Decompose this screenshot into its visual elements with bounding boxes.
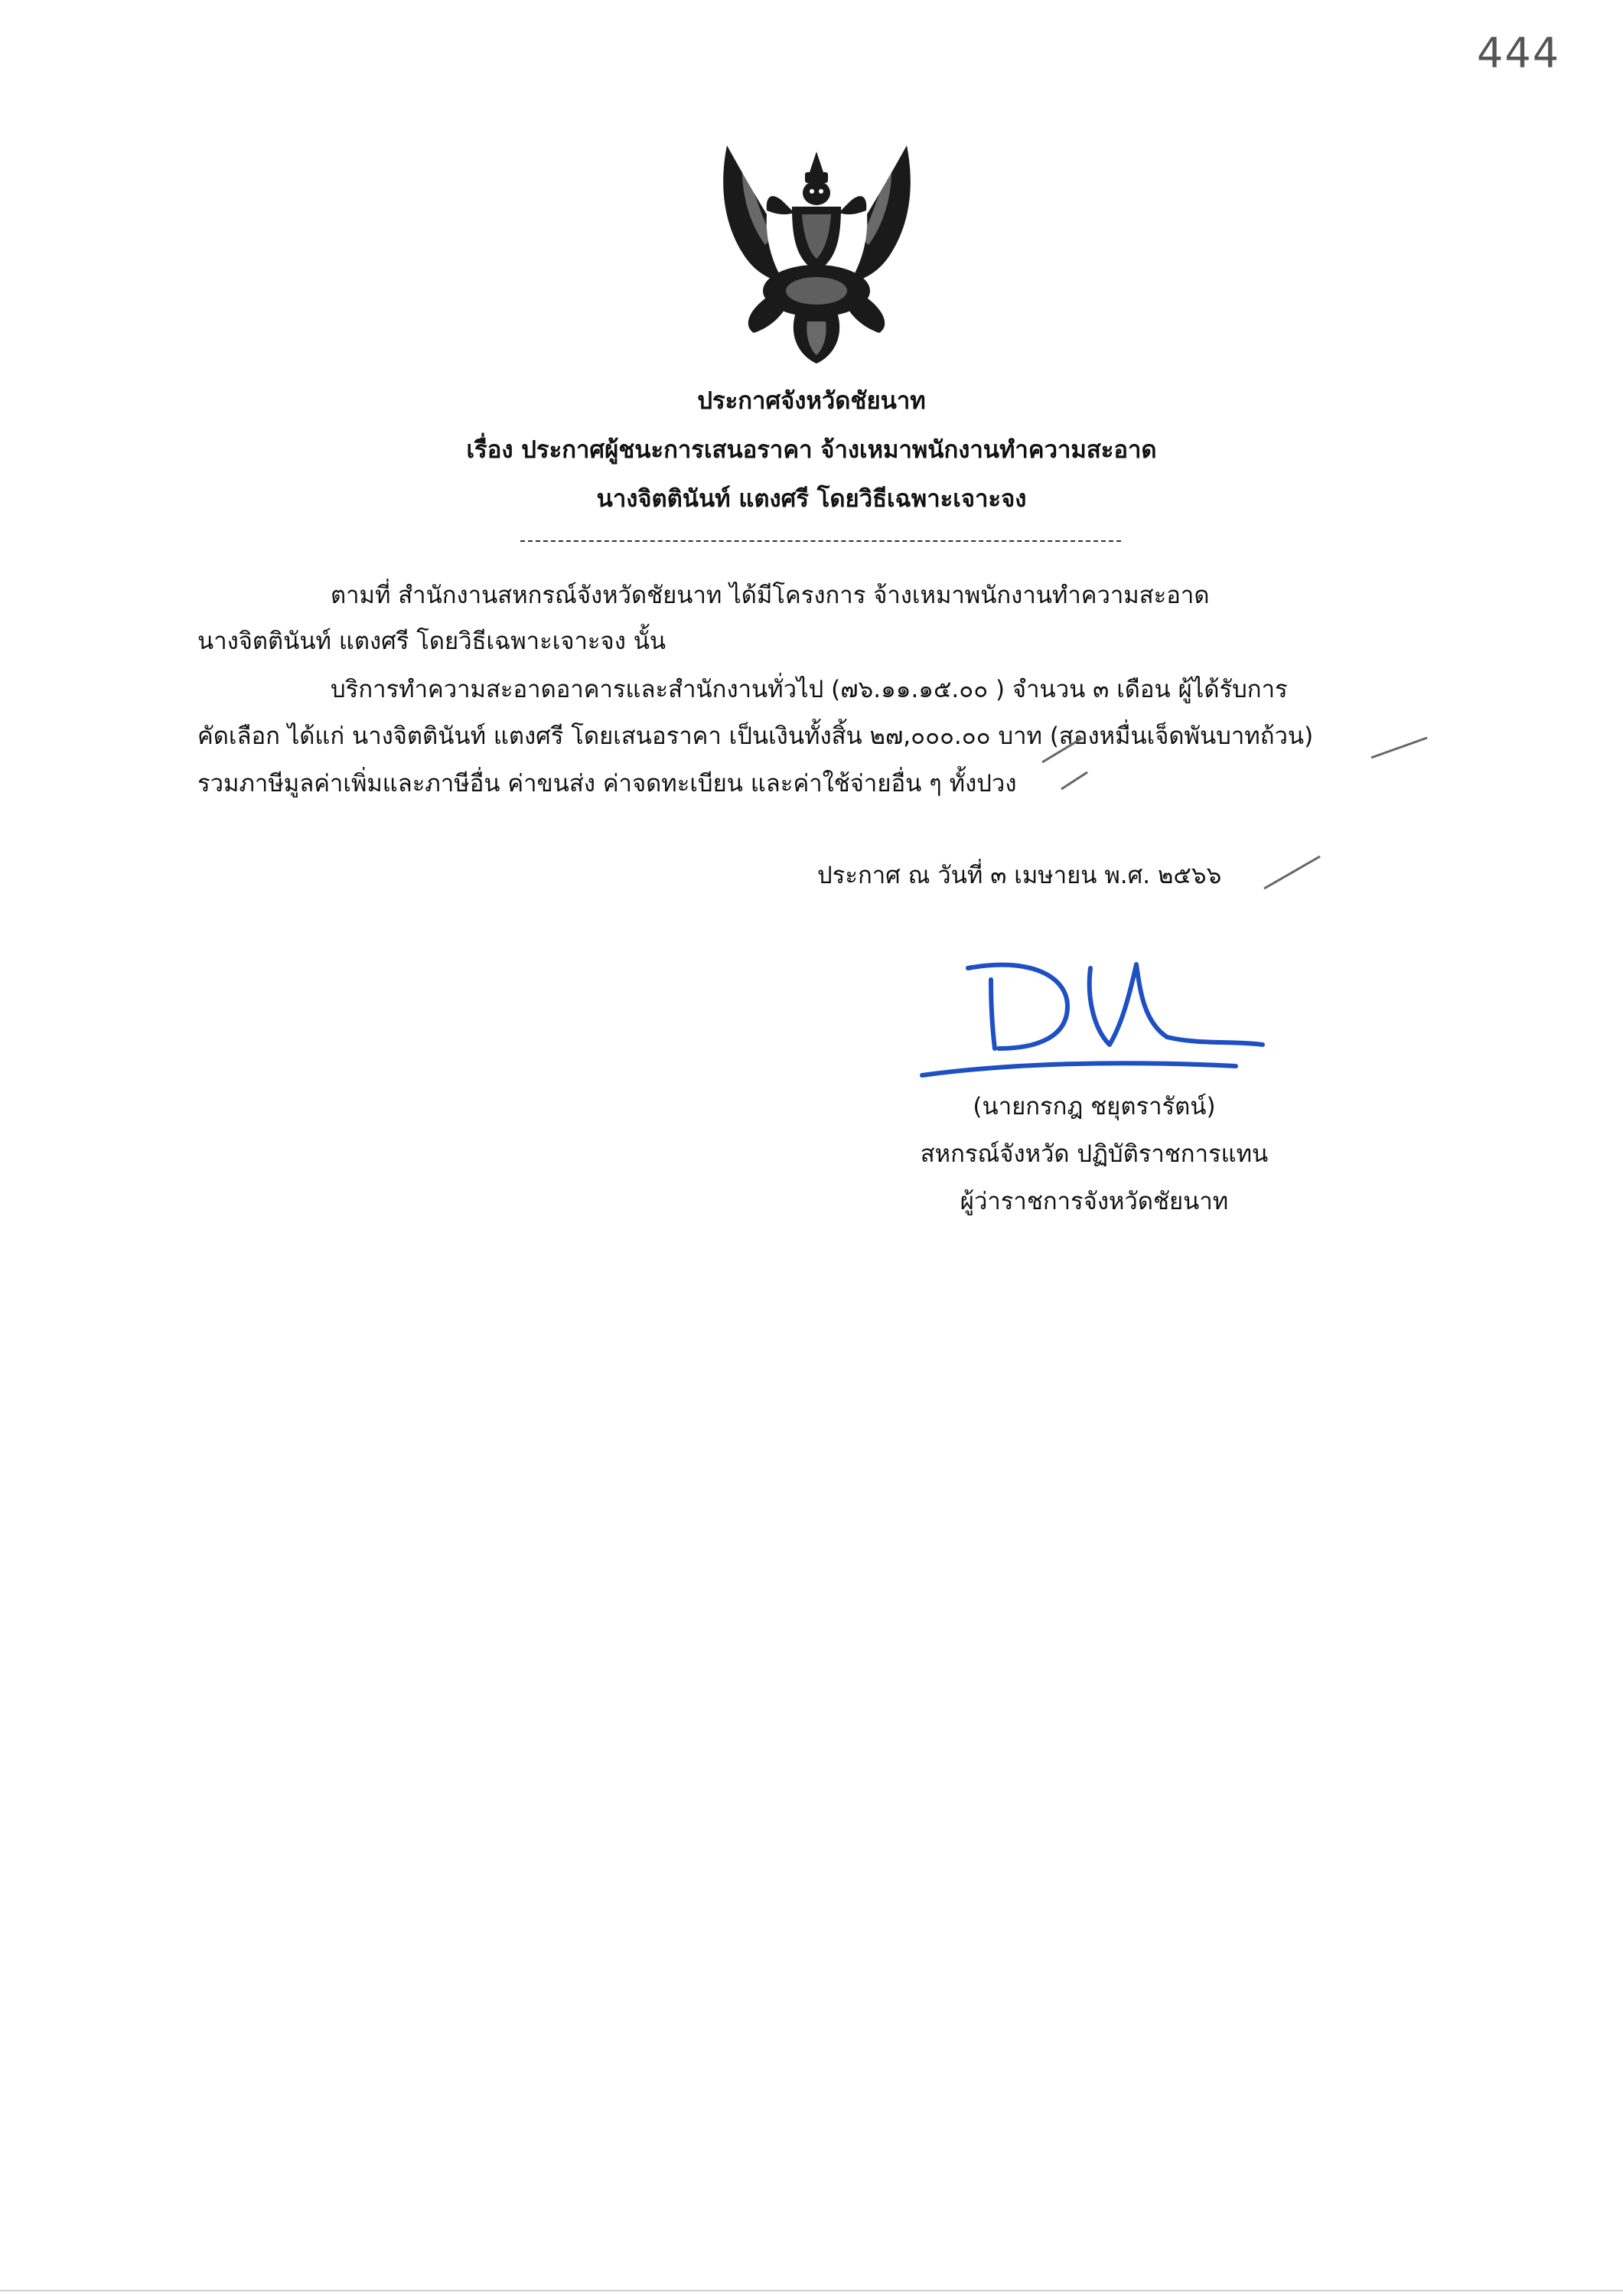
- pencil-tick-mark: [1041, 735, 1087, 765]
- title-divider: [520, 540, 1121, 542]
- announcement-subject-contractor: นางจิตตินันท์ แตงศรี โดยวิธีเฉพาะเจาะจง: [596, 485, 1027, 513]
- announcement-title: ประกาศจังหวัดชัยนาท: [697, 387, 926, 415]
- handwritten-signature: [914, 945, 1266, 1079]
- garuda-emblem-icon: [712, 138, 922, 367]
- scan-edge: [0, 2290, 1623, 2291]
- signatory-name: (นายกรกฎ ชยุตรารัตน์): [973, 1093, 1216, 1120]
- body-paragraph2-line1: บริการทำความสะอาดอาคารและสำนักงานทั่วไป (๗๖.๑๑.๑๕.๐๐ ) จำนวน ๓ เดือน ผู้ได้รับการ: [331, 676, 1288, 703]
- pencil-tick-mark: [1370, 733, 1431, 764]
- pencil-tick-mark: [1263, 853, 1324, 892]
- signatory-acting-for: ผู้ว่าราชการจังหวัดชัยนาท: [960, 1188, 1229, 1215]
- body-paragraph2-line3: รวมภาษีมูลค่าเพิ่มและภาษีอื่น ค่าขนส่ง ค่าจดทะเบียน และค่าใช้จ่ายอื่น ๆ ทั้งปวง: [197, 770, 1017, 797]
- body-paragraph1-line2: นางจิตตินันท์ แตงศรี โดยวิธีเฉพาะเจาะจง นั้น: [197, 628, 666, 655]
- announcement-date: ประกาศ ณ วันที่ ๓ เมษายน พ.ศ. ๒๕๖๖: [817, 862, 1222, 889]
- body-paragraph1-line1: ตามที่ สำนักงานสหกรณ์จังหวัดชัยนาท ได้มีโครงการ จ้างเหมาพนักงานทำความสะอาด: [331, 582, 1210, 609]
- handwritten-page-number: 444: [1477, 29, 1561, 77]
- announcement-subject: เรื่อง ประกาศผู้ชนะการเสนอราคา จ้างเหมาพนักงานทำความสะอาด: [466, 436, 1157, 464]
- signatory-position: สหกรณ์จังหวัด ปฏิบัติราชการแทน: [920, 1140, 1269, 1168]
- pencil-tick-mark: [1060, 769, 1090, 792]
- body-paragraph2-line2: คัดเลือก ได้แก่ นางจิตตินันท์ แตงศรี โดยเสนอราคา เป็นเงินทั้งสิ้น ๒๗,๐๐๐.๐๐ บาท (สองหมื่นเจ็ดพันบาทถ้วน): [197, 722, 1314, 750]
